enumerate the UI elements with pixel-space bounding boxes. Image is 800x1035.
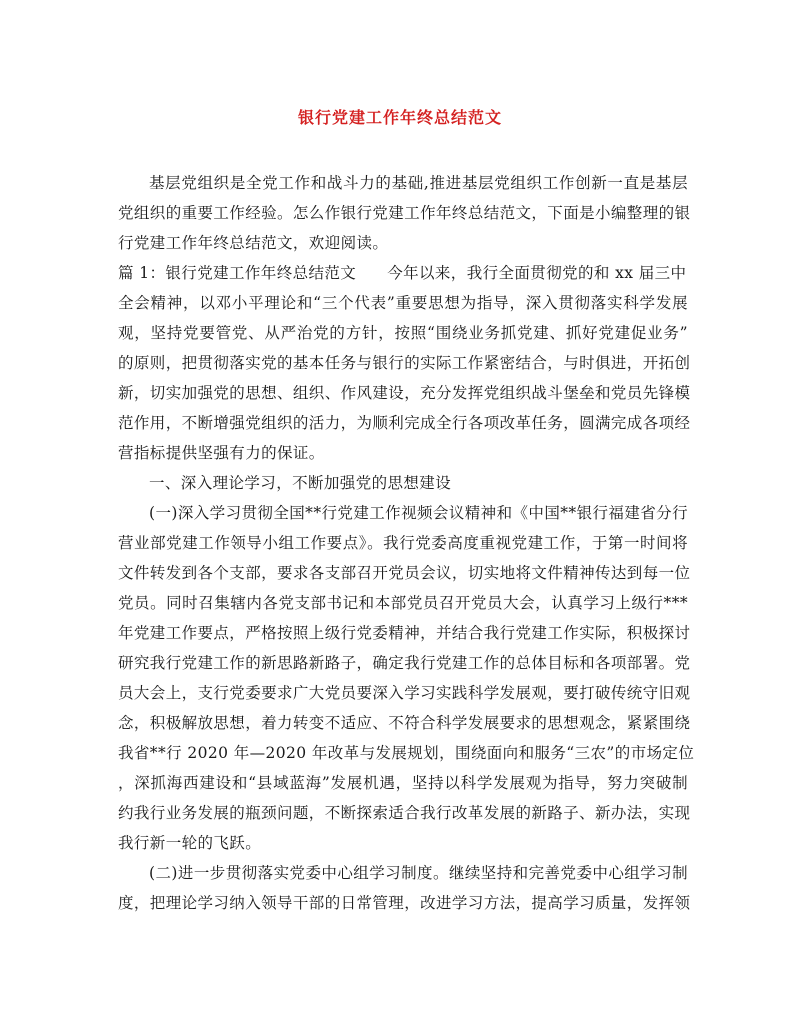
text-line: 全会精神，以邓小平理论和“三个代表”重要思想为指导，深入贯彻落实科学发展 bbox=[118, 294, 688, 312]
text-line: ，深抓海西建设和“县域蓝海”发展机遇，坚持以科学发展观为指导，努力突破制 bbox=[118, 774, 688, 792]
text-line: 党组织的重要工作经验。怎么作银行党建工作年终总结范文，下面是小编整理的银 bbox=[118, 204, 691, 222]
text-line: 年党建工作要点，严格按照上级行党委精神，并结合我行党建工作实际，积极探讨 bbox=[118, 624, 691, 642]
text-line: 我省**行 2020 年—2020 年改革与发展规划，围绕面向和服务“三农”的市场定位 bbox=[118, 744, 695, 762]
text-line: 文件转发到各个支部，要求各支部召开党员会议，切实地将文件精神传达到每一位 bbox=[118, 564, 691, 582]
text-line: 念，积极解放思想，着力转变不适应、不符合科学发展要求的思想观念，紧紧围绕 bbox=[118, 714, 691, 732]
subsection-heading: 一、深入理论学习，不断加强党的思想建设 bbox=[149, 474, 452, 492]
text-line: (一)深入学习贯彻全国**行党建工作视频会议精神和《中国**银行福建省分行 bbox=[149, 504, 688, 522]
text-line: 行党建工作年终总结范文，欢迎阅读。 bbox=[118, 234, 389, 252]
text-line: 营指标提供坚强有力的保证。 bbox=[118, 444, 325, 462]
document-body bbox=[118, 168, 695, 918]
text-line: 今年以来，我行全面贯彻党的和 xx 届三中 bbox=[387, 264, 687, 282]
text-line: 范作用，不断增强党组织的活力，为顺利完成全行各项改革任务，圆满完成各项经 bbox=[118, 414, 691, 432]
text-line: 员大会上，支行党委要求广大党员要深入学习实践科学发展观，要打破传统守旧观 bbox=[118, 684, 691, 702]
text-line: 度，把理论学习纳入领导干部的日常管理，改进学习方法，提高学习质量，发挥领 bbox=[118, 894, 691, 912]
text-line: (二)进一步贯彻落实党委中心组学习制度。继续坚持和完善党委中心组学习制 bbox=[149, 864, 688, 882]
text-line: 营业部党建工作领导小组工作要点》。我行党委高度重视党建工作，于第一时间将 bbox=[118, 534, 688, 552]
text-line: 研究我行党建工作的新思路新路子，确定我行党建工作的总体目标和各项部署。党 bbox=[118, 654, 691, 672]
text-line: 党员。同时召集辖内各党支部书记和本部党员召开党员大会，认真学习上级行*** bbox=[118, 594, 688, 612]
text-line: 基层党组织是全党工作和战斗力的基础,推进基层党组织工作创新一直是基层 bbox=[149, 174, 688, 192]
text-line: 的原则，把贯彻落实党的基本任务与银行的实际工作紧密结合，与时俱进，开拓创 bbox=[118, 354, 691, 372]
text-line: 观，坚持党要管党、从严治党的方针，按照“围绕业务抓党建、抓好党建促业务” bbox=[118, 324, 688, 342]
text-line: 约我行业务发展的瓶颈问题，不断探索适合我行改革发展的新路子、新办法，实现 bbox=[118, 804, 691, 822]
section-heading: 篇 1：银行党建工作年终总结范文 bbox=[118, 264, 357, 282]
text-line: 我行新一轮的飞跃。 bbox=[118, 834, 262, 852]
text-line: 新，切实加强党的思想、组织、作风建设，充分发挥党组织战斗堡垒和党员先锋模 bbox=[118, 384, 691, 402]
document-title: 银行党建工作年终总结范文 bbox=[297, 108, 502, 127]
section-heading-line bbox=[118, 258, 688, 288]
